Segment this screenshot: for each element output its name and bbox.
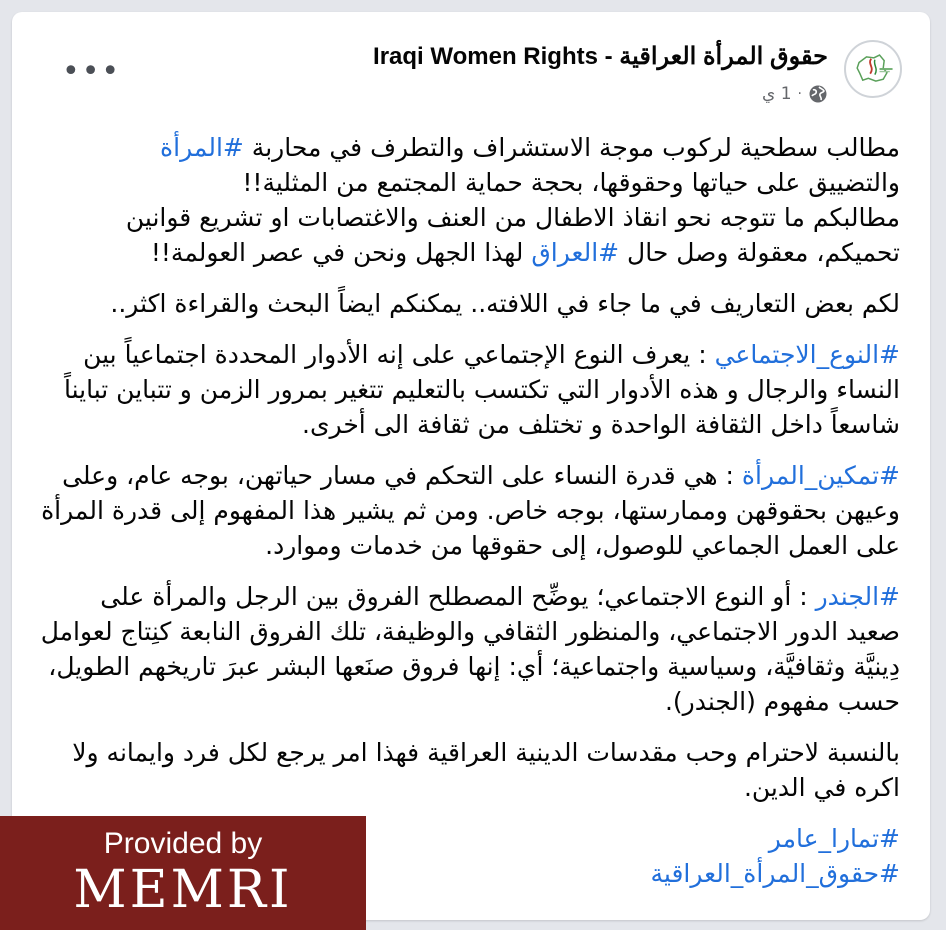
memri-watermark bbox=[0, 816, 366, 930]
hashtag-women-empowerment[interactable]: #تمكين_المرأة bbox=[741, 461, 900, 490]
paragraph-3 bbox=[40, 337, 900, 442]
paragraph-5 bbox=[40, 579, 900, 719]
paragraph-2: لكم بعض التعاريف في ما جاء في اللافته.. يمكنكم ايضاً البحث والقراءة اكثر.. bbox=[110, 289, 900, 318]
hashtag-tamara-amer[interactable]: #تمارا_عامر bbox=[768, 824, 900, 853]
paragraph-4 bbox=[40, 458, 900, 563]
more-options-icon[interactable]: ••• bbox=[62, 54, 122, 89]
p5-text: : أو النوع الاجتماعي؛ يوضِّح المصطلح الفروق بين الرجل والمرأة على صعيد الدور الاجتماعي، والمنظور الثقافي والوظيفة، تلك الفروق النابعة كنِتاج لعوامل دِينيَّة وثقافيَّة، وسياسية واجتماعية؛ أي: إنها فروق صنَعها البشر عبرَ تاريخهم الطويل، حسب مفهوم (الجندر). bbox=[40, 582, 900, 716]
watermark-memri: MEMRI bbox=[73, 860, 293, 920]
p1-line1-text: مطالب سطحية لركوب موجة الاستشراف والتطرف في محاربة bbox=[243, 133, 900, 162]
post-text bbox=[40, 130, 900, 891]
globe-icon bbox=[808, 84, 828, 104]
watermark-provided-by: Provided by bbox=[103, 827, 263, 860]
hashtag-gender[interactable]: #الجندر bbox=[815, 582, 900, 611]
hashtag-social-gender[interactable]: #النوع_الاجتماعي bbox=[714, 340, 900, 369]
post-card bbox=[12, 12, 930, 920]
page-name-link[interactable]: حقوق المرأة العراقية - Iraqi Women Rights bbox=[373, 43, 828, 70]
hashtag-iraq[interactable]: #العراق bbox=[531, 238, 620, 267]
paragraph-1 bbox=[40, 130, 900, 270]
paragraph-6: بالنسبة لاحترام وحب مقدسات الدينية العراقية فهذا امر يرجع لكل فرد وايمانه ولا اكره في الدين. bbox=[72, 738, 900, 802]
p1-line2-text: والتضييق على حياتها وحقوقها، بحجة حماية المجتمع من المثلية!! bbox=[242, 168, 900, 197]
p1-line3-text: مطالبكم ما تتوجه نحو انقاذ الاطفال من العنف والاغتصابات او تشريع قوانين bbox=[125, 203, 900, 232]
hashtag-woman[interactable]: #المرأة bbox=[160, 133, 244, 162]
meta-separator: · bbox=[797, 86, 802, 102]
page-avatar[interactable] bbox=[844, 40, 902, 98]
p1-line4-text-b: لهذا الجهل ونحن في عصر العولمة!! bbox=[150, 238, 532, 267]
post-meta bbox=[762, 84, 828, 104]
post-time[interactable]: 1 ي bbox=[762, 84, 792, 104]
p3-text: : يعرف النوع الإجتماعي على إنه الأدوار المحددة اجتماعياً بين النساء والرجال و هذه الأدوار التي تكتسب بالتعليم تتغير بمرور الزمن و تتباين تبايناً شاسعاً داخل الثقافة الواحدة و تختلف من ثقافة الى أخرى. bbox=[63, 340, 900, 439]
iraq-map-logo-icon bbox=[846, 42, 900, 96]
hashtag-iraqi-women-rights[interactable]: #حقوق_المرأة_العراقية bbox=[650, 859, 900, 888]
p4-text: : هي قدرة النساء على التحكم في مسار حياتهن، بوجه عام، وعلى وعيهن بحقوقهن وممارستها، بوجه خاص. ومن ثم يشير هذا المفهوم إلى قدرة المرأة على العمل الجماعي للوصول، إلى حقوقها من خدمات وموارد. bbox=[41, 461, 900, 560]
p1-line4-text-a: تحميكم، معقولة وصل حال bbox=[619, 238, 900, 267]
